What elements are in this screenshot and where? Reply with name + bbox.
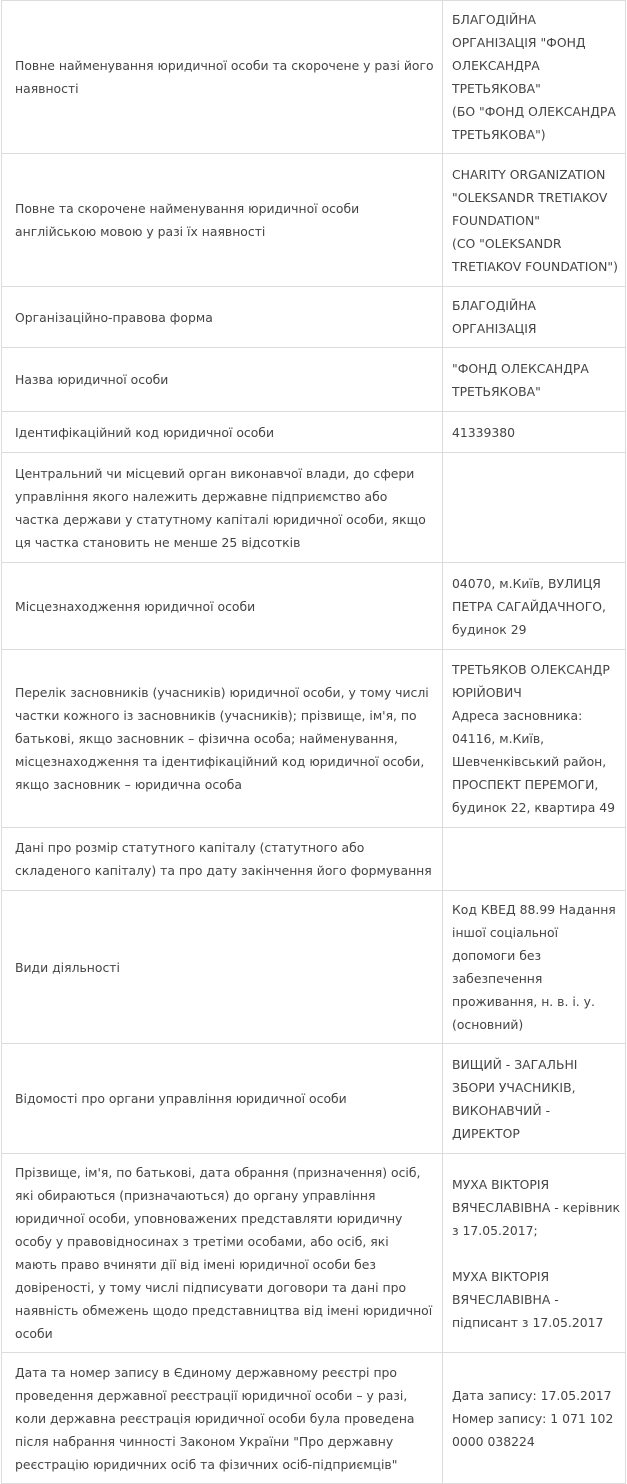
row-value-id-code (443, 412, 626, 453)
value-line: БЛАГОДІЙНА ОРГАНІЗАЦІЯ "ФОНД ОЛЕКСАНДРА ТРЕТЬЯКОВА" (452, 12, 586, 96)
value-line: (БО "ФОНД ОЛЕКСАНДРА ТРЕТЬЯКОВА") (452, 104, 616, 142)
row-label-founders: Перелік засновників (учасників) юридичної особи, у тому числі частки кожного із засновників (учасників); прізвище, ім'я, по батькові, якщо засновник – фізична особа; найменування, місцезнаходження та ідентифікаційний код юридичної особи, якщо засновник – юридична особа (2, 650, 443, 828)
value-line: (CO "OLEKSANDR TRETIAKOV FOUNDATION") (452, 235, 618, 274)
row-label-activities: Види діяльності (2, 891, 443, 1044)
registry-table (1, 0, 626, 1484)
value-line: 04070, м.Київ, ВУЛИЦЯ ПЕТРА САГАЙДАЧНОГО, будинок 29 (452, 575, 606, 637)
row-value-authorized-persons (443, 1154, 626, 1353)
table-row (2, 891, 626, 1044)
value-line: Номер запису: 1 071 102 0000 038224 (452, 1410, 614, 1449)
row-value-registration-record (443, 1353, 626, 1484)
row-label-entity-name: Назва юридичної особи (2, 348, 443, 412)
row-value-state-authority (443, 453, 626, 563)
table-row (2, 563, 626, 650)
table-row (2, 1044, 626, 1154)
row-value-english-name (443, 154, 626, 287)
value-line: Адреса засновника: 04116, м.Київ, Шевченківський район, ПРОСПЕКТ ПЕРЕМОГИ, будинок 22, квартира 49 (452, 708, 616, 815)
row-label-state-authority: Центральний чи місцевий орган виконавчої влади, до сфери управління якого належить державне підприємство або частка держави у статутному капіталі юридичної особи, якщо ця частка становить не менше 25 відсотків (2, 453, 443, 563)
value-line: 41339380 (452, 424, 516, 440)
row-label-full-name: Повне найменування юридичної особи та скорочене у разі його наявності (2, 1, 443, 154)
row-label-id-code: Ідентифікаційний код юридичної особи (2, 412, 443, 453)
value-line: CHARITY ORGANIZATION "OLEKSANDR TRETIAKOV FOUNDATION" (452, 166, 608, 228)
row-value-capital (443, 828, 626, 891)
table-row (2, 154, 626, 287)
row-value-governing-bodies (443, 1044, 626, 1154)
row-label-capital: Дані про розмір статутного капіталу (статутного або складеного капіталу) та про дату закінчення його формування (2, 828, 443, 891)
row-label-location: Місцезнаходження юридичної особи (2, 563, 443, 650)
row-label-authorized-persons: Прізвище, ім'я, по батькові, дата обрання (призначення) осіб, які обираються (призначаються) до органу управління юридичної особи, уповноважених представляти юридичну особу у правовідносинах з третіми особами, або осіб, які мають право вчиняти дії від імені юридичної особи без довіреності, у тому числі підписувати договори та дані про наявність обмежень щодо представництва від імені юридичної особи (2, 1154, 443, 1353)
value-line: МУХА ВІКТОРІЯ ВЯЧЕСЛАВІВНА - підписант з 17.05.2017 (452, 1268, 604, 1330)
table-row (2, 828, 626, 891)
value-line: Код КВЕД 88.99 Надання іншої соціальної допомоги без забезпечення проживання, н. в. і. у. (основний) (452, 902, 616, 1032)
table-row (2, 287, 626, 348)
value-line: БЛАГОДІЙНА ОРГАНІЗАЦІЯ (452, 298, 537, 336)
value-line: МУХА ВІКТОРІЯ ВЯЧЕСЛАВІВНА - керівник з 17.05.2017; (452, 1176, 621, 1238)
table-row (2, 412, 626, 453)
row-value-full-name (443, 1, 626, 154)
table-row (2, 650, 626, 828)
table-row (2, 453, 626, 563)
value-line: Дата запису: 17.05.2017 (452, 1387, 612, 1403)
table-row (2, 348, 626, 412)
value-spacer (452, 1242, 621, 1265)
value-line: "ФОНД ОЛЕКСАНДРА ТРЕТЬЯКОВА" (452, 360, 589, 399)
row-label-governing-bodies: Відомості про органи управління юридичної особи (2, 1044, 443, 1154)
row-label-registration-record: Дата та номер запису в Єдиному державному реєстрі про проведення державної реєстрації юридичної особи – у разі, коли державна реєстрація юридичної особи була проведена після набрання чинності Законом України "Про державну реєстрацію юридичних осіб та фізичних осіб-підприємців" (2, 1353, 443, 1484)
row-value-entity-name (443, 348, 626, 412)
row-label-english-name: Повне та скорочене найменування юридичної особи англійською мовою у разі їх наявності (2, 154, 443, 287)
row-value-activities (443, 891, 626, 1044)
table-row (2, 1353, 626, 1484)
row-value-founders (443, 650, 626, 828)
row-value-legal-form (443, 287, 626, 348)
table-row (2, 1, 626, 154)
value-line: ТРЕТЬЯКОВ ОЛЕКСАНДР ЮРІЙОВИЧ (452, 662, 610, 700)
value-line: ВИЩИЙ - ЗАГАЛЬНІ ЗБОРИ УЧАСНИКІВ, ВИКОНАВЧИЙ - ДИРЕКТОР (452, 1056, 578, 1141)
row-label-legal-form: Організаційно-правова форма (2, 287, 443, 348)
row-value-location (443, 563, 626, 650)
table-row (2, 1154, 626, 1353)
